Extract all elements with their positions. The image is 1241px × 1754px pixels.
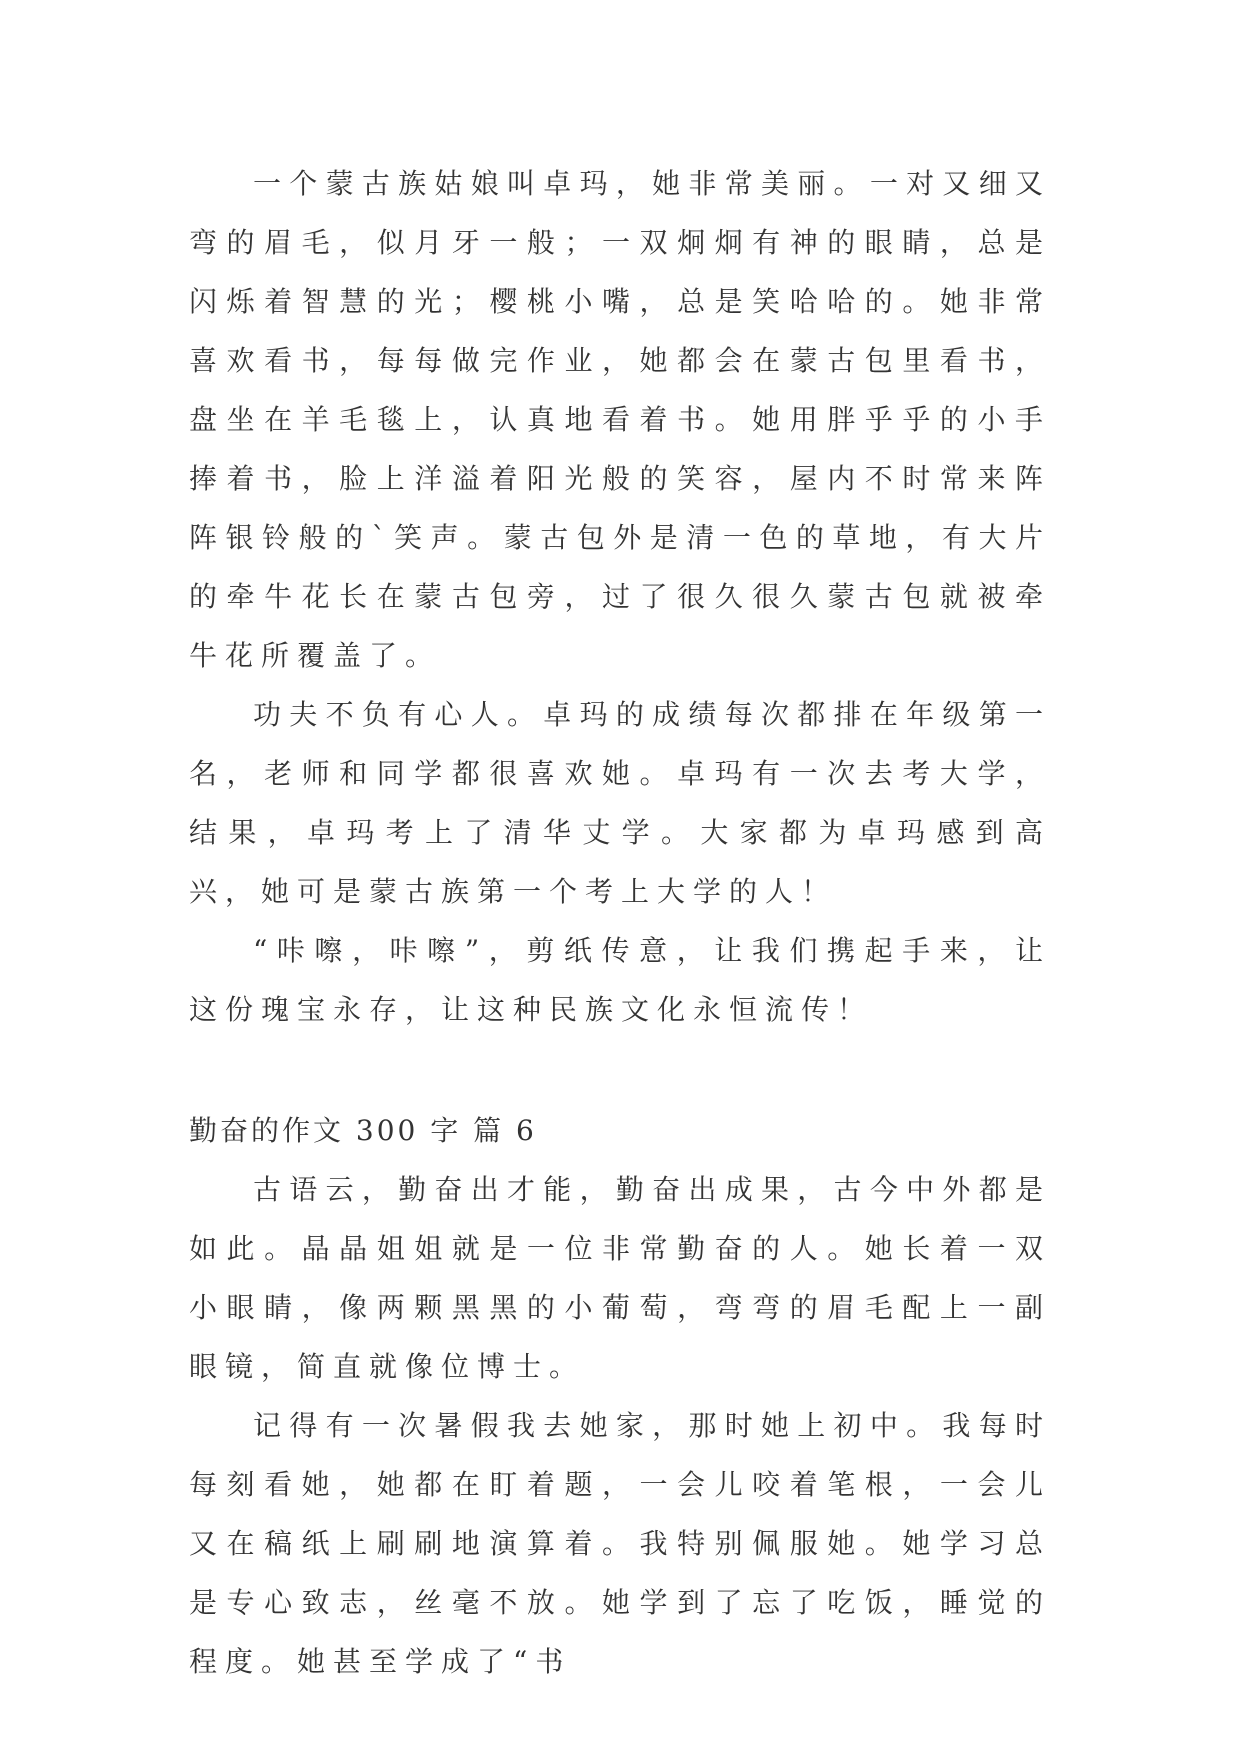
document-body <box>189 154 1051 1691</box>
paragraph: 一个蒙古族姑娘叫卓玛，她非常美丽。一对又细又弯的眉毛，似月牙一般；一双炯炯有神的眼睛，总是闪烁着智慧的光；樱桃小嘴，总是笑哈哈的。她非常喜欢看书，每每做完作业，她都会在蒙古包里看书，盘坐在羊毛毯上，认真地看着书。她用胖乎乎的小手捧着书，脸上洋溢着阳光般的笑容，屋内不时常来阵阵银铃般的`笑声。蒙古包外是清一色的草地，有大片的牵牛花长在蒙古包旁，过了很久很久蒙古包就被牵牛花所覆盖了。 <box>189 167 1051 672</box>
paragraph: 记得有一次暑假我去她家，那时她上初中。我每时每刻看她，她都在盯着题，一会儿咬着笔根，一会儿又在稿纸上刷刷地演算着。我特别佩服她。她学习总是专心致志，丝毫不放。她学到了忘了吃饭，睡觉的程度。她甚至学成了“书 <box>189 1409 1051 1678</box>
paragraph: 古语云，勤奋出才能，勤奋出成果，古今中外都是如此。晶晶姐姐就是一位非常勤奋的人。她长着一双小眼睛，像两颗黑黑的小葡萄，弯弯的眉毛配上一副眼镜，简直就像位博士。 <box>189 1173 1051 1383</box>
section-heading: 勤奋的作文 300 字 篇 6 <box>189 1114 537 1147</box>
paragraph: 功夫不负有心人。卓玛的成绩每次都排在年级第一名，老师和同学都很喜欢她。卓玛有一次去考大学，结果，卓玛考上了清华丈学。大家都为卓玛感到高兴，她可是蒙古族第一个考上大学的人！ <box>189 698 1051 908</box>
paragraph: “咔嚓，咔嚓”，剪纸传意，让我们携起手来，让这份瑰宝永存，让这种民族文化永恒流传！ <box>189 934 1051 1026</box>
